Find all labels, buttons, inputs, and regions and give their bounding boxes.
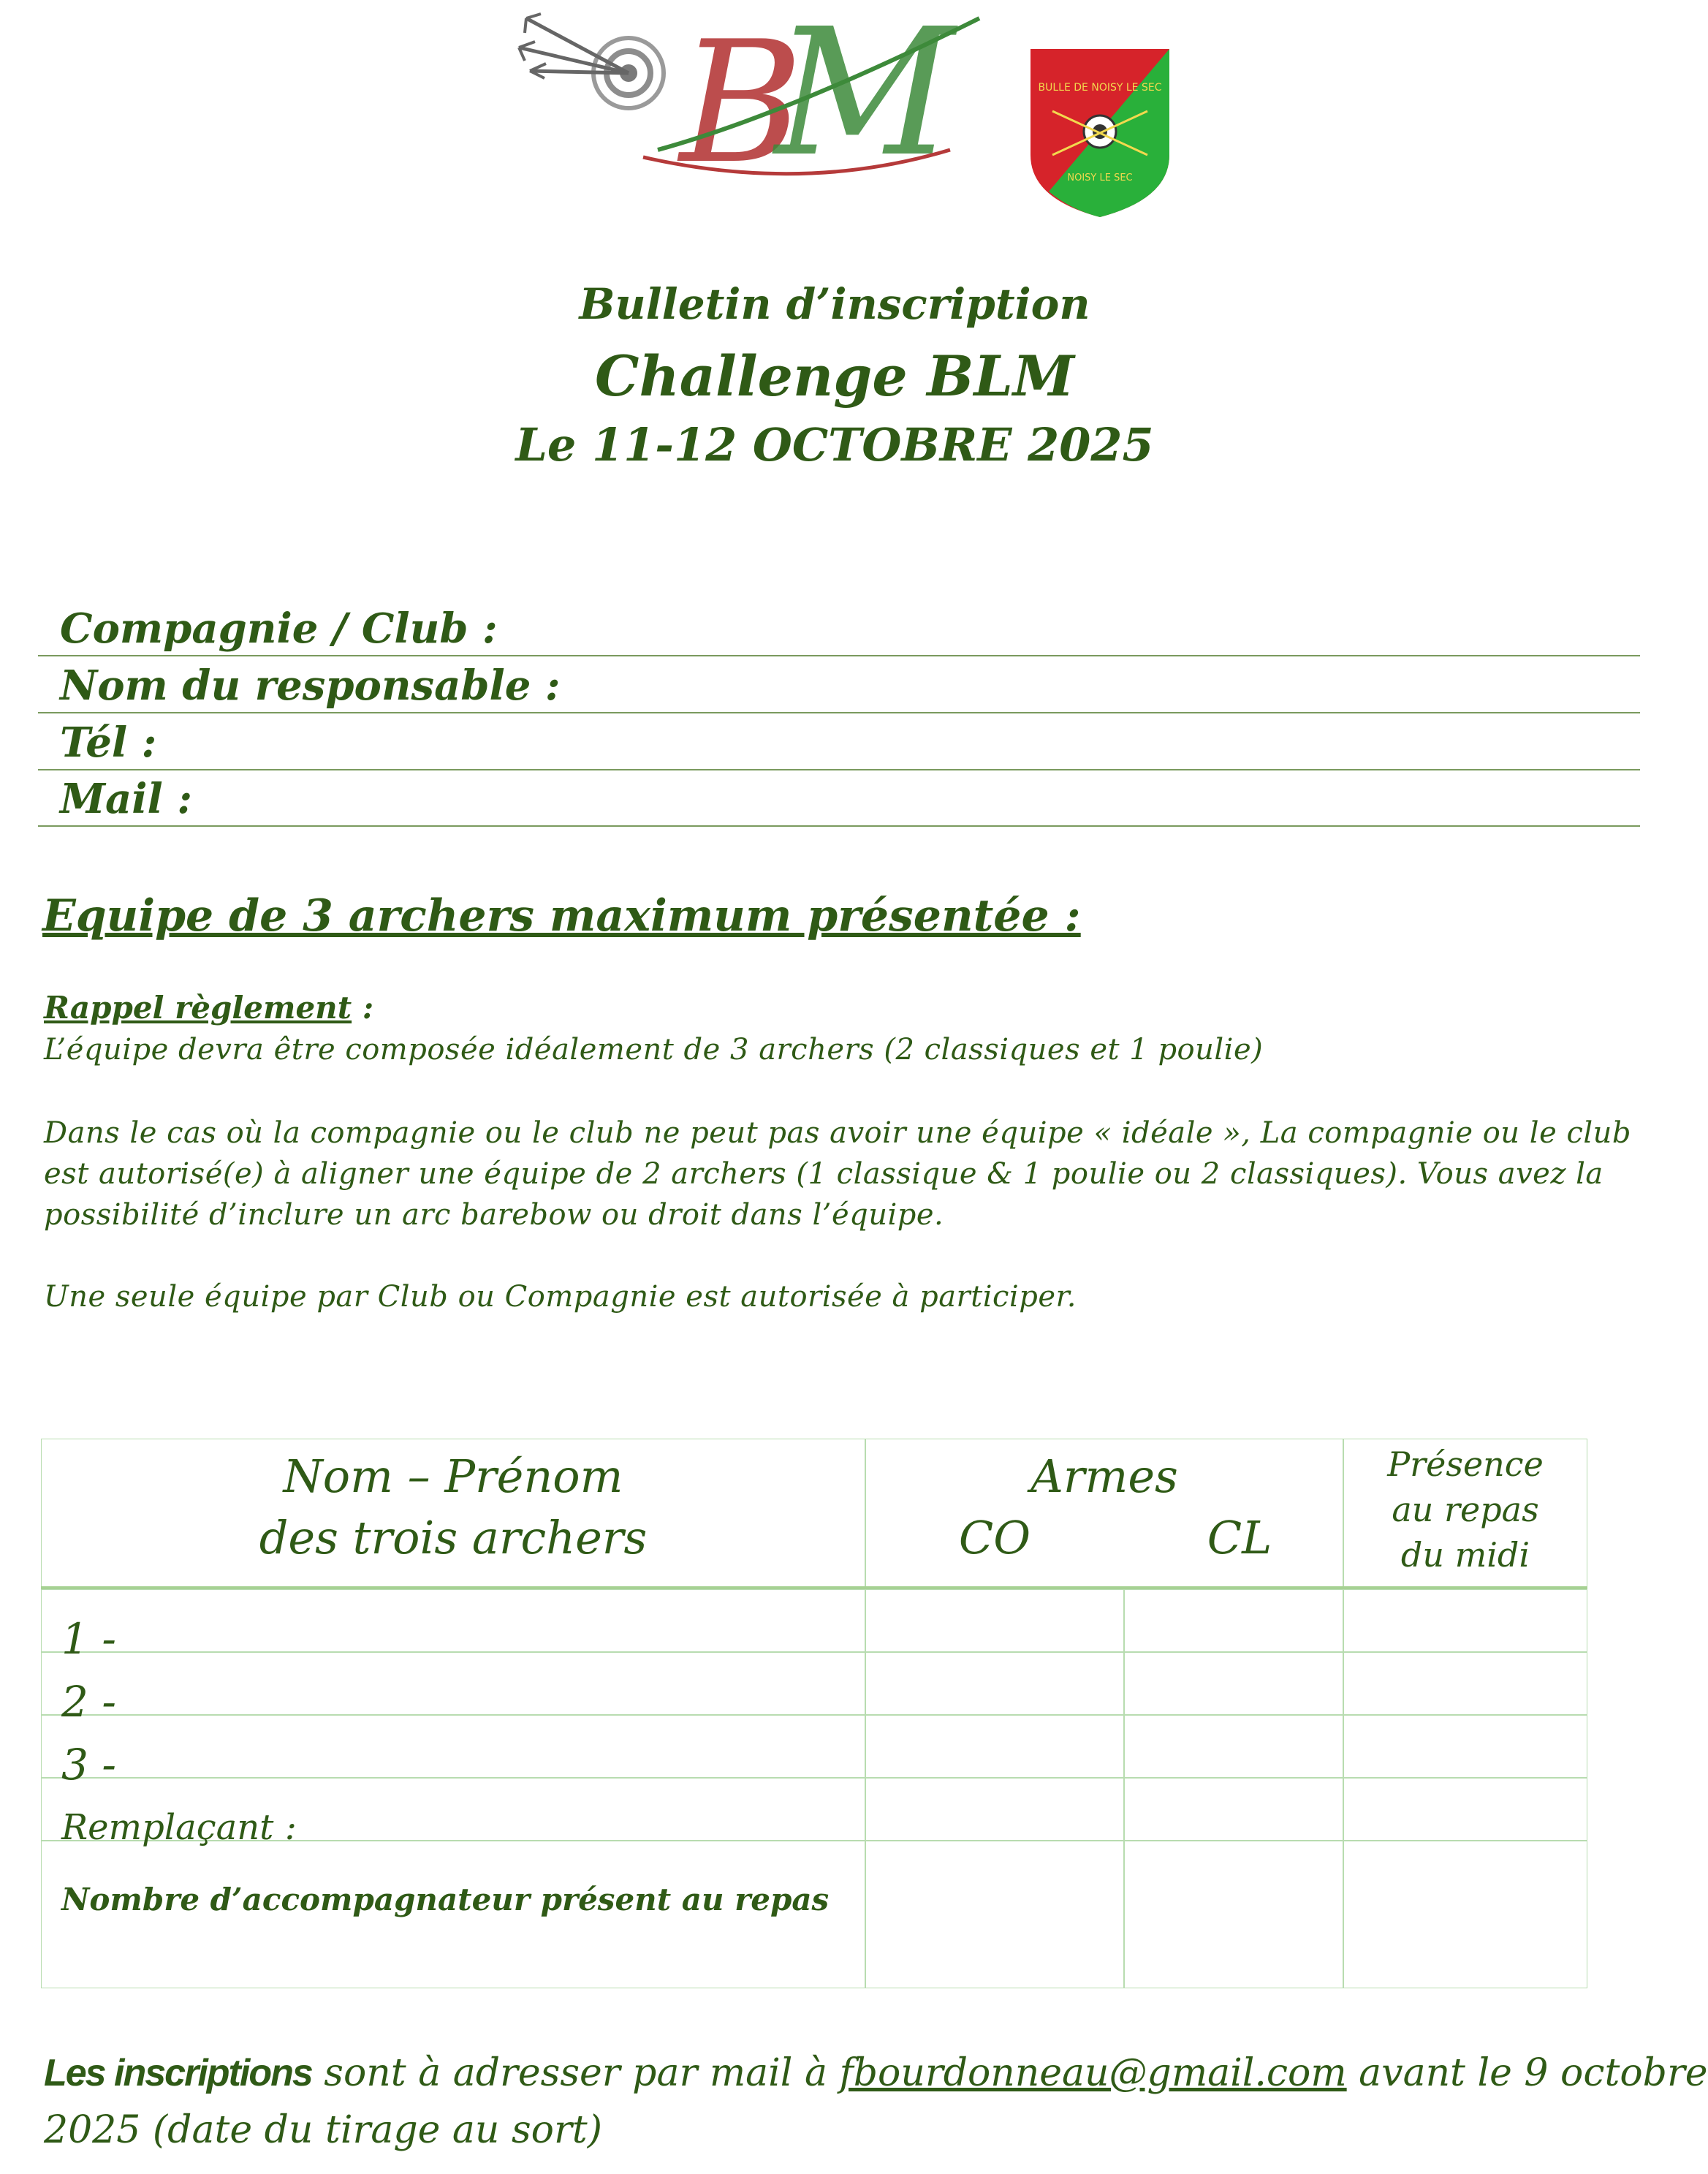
rules-paragraph-2: Dans le cas où la compagnie ou le club ne peut pas avoir une équipe « idéale », La compagnie ou le club est autorisé(e) à aligner une équipe de 2 archers (1 classique & 1 poulie ou 2 classiques). Vous avez la possibilité d’inclure un arc barebow ou droit dans l’équipe.: [44, 1116, 1632, 1232]
table-cell-r1-c1[interactable]: [41, 1589, 865, 1652]
col-co-header: CO: [958, 1511, 1031, 1564]
footer-line-2: 2025 (date du tirage au sort): [44, 2108, 602, 2152]
table-cell-r4-c2[interactable]: [865, 1778, 1124, 1841]
target-arrows-icon: [519, 14, 664, 108]
title-line-1: Bulletin d’inscription: [579, 279, 1090, 329]
col-names-header: [41, 1446, 865, 1569]
company-field[interactable]: [38, 601, 1640, 656]
table-cell-r4-c3[interactable]: [1124, 1778, 1343, 1841]
rules-heading: [44, 990, 373, 1026]
footer-line-1: [44, 2051, 1708, 2095]
footer-text-2: avant le 9 octobre: [1346, 2051, 1708, 2095]
club-shield-logo: [1027, 45, 1173, 221]
table-cell-r5-c4[interactable]: [1343, 1841, 1587, 1988]
rules-paragraph-1: L’équipe devra être composée idéalement de 3 archers (2 classiques et 1 poulie): [44, 1033, 1264, 1067]
phone-field[interactable]: [38, 715, 1640, 770]
table-cell-r1-c4[interactable]: [1343, 1589, 1587, 1652]
manager-label: Nom du responsable :: [60, 662, 561, 710]
team-heading: Equipe de 3 archers maximum présentée :: [42, 890, 1081, 942]
row-label-1: 1 -: [61, 1614, 116, 1664]
row-label-replacement: Remplaçant :: [61, 1807, 297, 1848]
shield-bottom-text: NOISY LE SEC: [1067, 173, 1133, 183]
mail-label: Mail :: [60, 775, 192, 823]
phone-label: Tél :: [60, 719, 157, 767]
table-cell-r2-c2[interactable]: [865, 1652, 1124, 1715]
row-label-3: 3 -: [61, 1740, 116, 1789]
title-line-2: Challenge BLM: [594, 344, 1075, 409]
table-cell-r3-c1[interactable]: [41, 1715, 865, 1778]
table-cell-r1-c3[interactable]: [1124, 1589, 1343, 1652]
presence-line-1: Présence: [1387, 1444, 1544, 1484]
table-cell-r2-c4[interactable]: [1343, 1652, 1587, 1715]
presence-line-3: du midi: [1400, 1535, 1530, 1575]
table-cell-r5-c2[interactable]: [865, 1841, 1124, 1988]
table-cell-r5-c3[interactable]: [1124, 1841, 1343, 1988]
table-cell-r3-c4[interactable]: [1343, 1715, 1587, 1778]
bm-logo: [512, 0, 994, 201]
footer-text-1: sont à adresser par mail à: [311, 2051, 840, 2095]
footer-email-link[interactable]: fbourdonneau@gmail.com: [839, 2051, 1347, 2095]
table-cell-r4-c4[interactable]: [1343, 1778, 1587, 1841]
col-presence-header: [1343, 1442, 1587, 1578]
rules-paragraph-3: Une seule équipe par Club ou Compagnie est autorisée à participer.: [44, 1280, 1077, 1314]
footer-lead: Les inscriptions: [44, 2052, 312, 2094]
title-line-3: Le 11-12 OCTOBRE 2025: [515, 418, 1154, 471]
mail-field[interactable]: [38, 771, 1640, 827]
svg-text:M: M: [775, 0, 954, 195]
table-cell-r3-c2[interactable]: [865, 1715, 1124, 1778]
manager-field[interactable]: [38, 658, 1640, 713]
col-names-line-2: des trois archers: [259, 1511, 648, 1564]
shield-title-text: BULLE DE NOISY LE SEC: [1038, 82, 1162, 94]
company-label: Compagnie / Club :: [60, 605, 498, 653]
col-armes-header: Armes: [1031, 1450, 1178, 1503]
archers-table: [41, 1439, 1587, 1988]
table-cell-r3-c3[interactable]: [1124, 1715, 1343, 1778]
col-names-line-1: Nom – Prénom: [283, 1450, 623, 1503]
col-cl-header: CL: [1207, 1511, 1272, 1564]
row-label-companions: Nombre d’accompagnateur présent au repas: [61, 1882, 830, 1917]
presence-line-2: au repas: [1392, 1490, 1539, 1529]
table-cell-r2-c1[interactable]: [41, 1652, 865, 1715]
rules-label-suffix: :: [352, 990, 374, 1026]
row-label-2: 2 -: [61, 1677, 116, 1727]
svg-text:B: B: [680, 6, 804, 201]
rules-label: Rappel règlement: [44, 990, 352, 1026]
table-cell-r1-c2[interactable]: [865, 1589, 1124, 1652]
table-cell-r2-c3[interactable]: [1124, 1652, 1343, 1715]
